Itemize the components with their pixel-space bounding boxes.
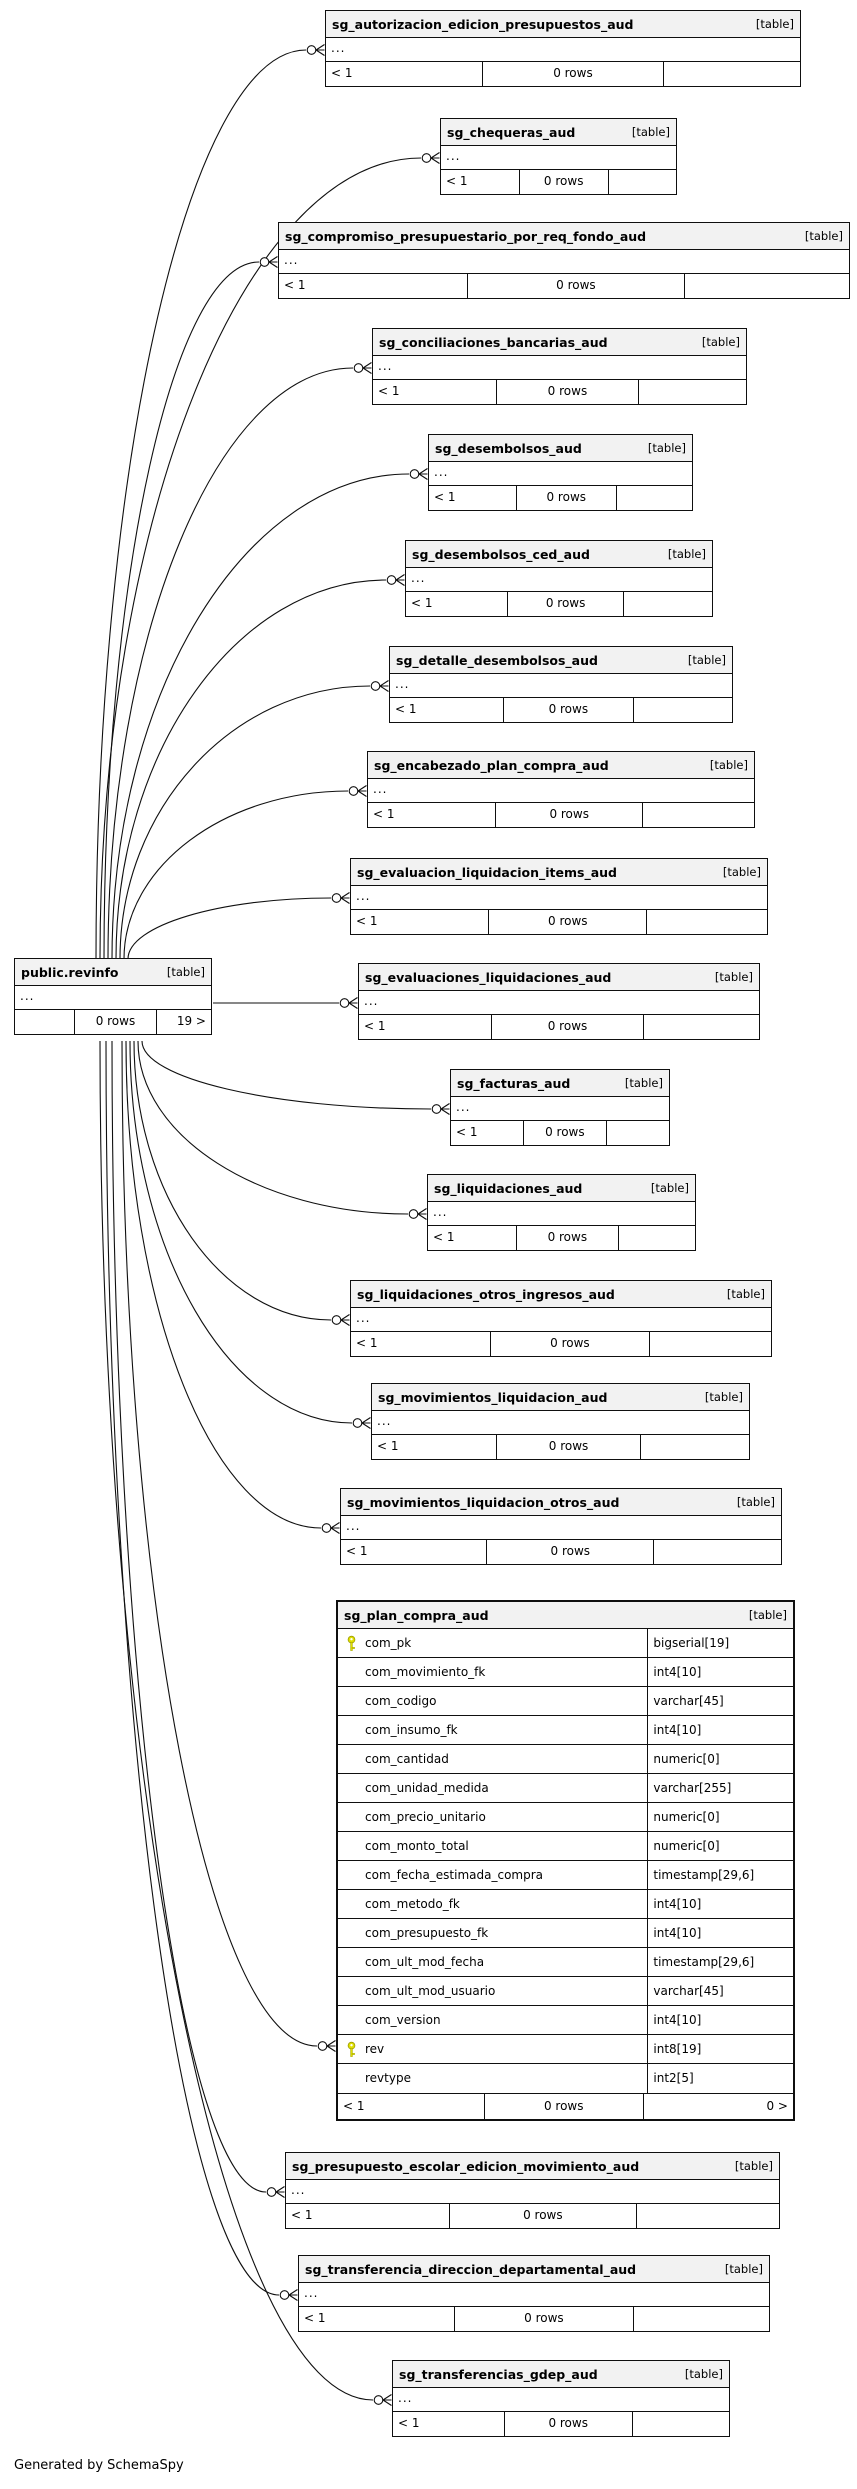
- table-footer: [441, 170, 676, 194]
- table-title[interactable]: public.revinfo: [21, 964, 119, 980]
- crow-foot: [358, 786, 367, 797]
- column-name: com_unidad_medida: [365, 1781, 489, 1795]
- columns-ellipsis: ...: [299, 2283, 769, 2307]
- relationship-connector: [138, 1041, 427, 1220]
- table-header: [15, 959, 211, 986]
- zero-circle: [409, 1210, 418, 1219]
- table-tag: [table]: [714, 970, 753, 984]
- columns-ellipsis: ...: [406, 568, 712, 592]
- row-count: 0 rows: [490, 1332, 650, 1356]
- table-footer: [390, 698, 732, 722]
- table-header: [373, 329, 746, 356]
- table-footer: [299, 2307, 769, 2331]
- table-box-sg_detalle_desembolsos_aud[interactable]: [389, 646, 733, 723]
- columns-ellipsis: ...: [428, 1202, 695, 1226]
- degree-left: < 1: [346, 1544, 368, 1558]
- table-title[interactable]: sg_evaluacion_liquidacion_items_aud: [357, 864, 617, 880]
- row-count: 0 rows: [496, 1435, 639, 1459]
- columns-ellipsis: ...: [286, 2180, 779, 2204]
- degree-left: < 1: [304, 2311, 326, 2325]
- row-count: 0 rows: [449, 2204, 636, 2228]
- column-type: int4[10]: [647, 1919, 793, 1947]
- table-box-sg_presupuesto_escolar_edicion_movimiento_aud[interactable]: [285, 2152, 780, 2229]
- columns-ellipsis: ...: [341, 1516, 781, 1540]
- relationship-connector: [142, 1041, 450, 1115]
- crow-foot: [441, 1104, 450, 1115]
- zero-circle: [349, 787, 358, 796]
- degree-right: [649, 1332, 771, 1356]
- crow-foot: [380, 681, 389, 692]
- zero-circle: [371, 682, 380, 691]
- table-header: [390, 647, 732, 674]
- row-count: 0 rows: [523, 1121, 606, 1145]
- zero-circle: [280, 2291, 289, 2300]
- table-tag: [table]: [734, 2159, 773, 2173]
- column-type: int2[5]: [647, 2064, 793, 2093]
- degree-right: [643, 1015, 759, 1039]
- column-row[interactable]: [338, 1629, 793, 1658]
- column-row[interactable]: [338, 1977, 793, 2006]
- columns-ellipsis: ...: [373, 356, 746, 380]
- zero-circle: [432, 1105, 441, 1114]
- table-title[interactable]: sg_evaluaciones_liquidaciones_aud: [365, 969, 612, 985]
- table-tag: [table]: [755, 17, 794, 31]
- degree-left: < 1: [446, 174, 468, 188]
- column-type: int4[10]: [647, 1890, 793, 1918]
- row-count: 0 rows: [484, 2094, 643, 2119]
- column-name: com_version: [365, 2013, 441, 2027]
- column-row[interactable]: [338, 1890, 793, 1919]
- row-count: 0 rows: [74, 1010, 156, 1034]
- table-box-sg_encabezado_plan_compra_aud[interactable]: [367, 751, 755, 828]
- table-footer: [428, 1226, 695, 1250]
- table-tag: [table]: [166, 965, 205, 979]
- degree-right: 0 >: [643, 2094, 793, 2119]
- relationship-connector: [104, 257, 278, 960]
- table-title[interactable]: sg_facturas_aud: [457, 1075, 571, 1091]
- degree-right: [633, 2307, 769, 2331]
- table-footer: [351, 910, 767, 934]
- relationship-connector: [120, 681, 389, 960]
- table-tag: [table]: [709, 758, 748, 772]
- table-tag: [table]: [631, 125, 670, 139]
- table-box-sg_movimientos_liquidacion_otros_aud[interactable]: [340, 1488, 782, 1565]
- crow-foot: [316, 45, 325, 56]
- degree-right: [663, 62, 800, 86]
- degree-left: < 1: [364, 1019, 386, 1033]
- columns-ellipsis: ...: [393, 2388, 729, 2412]
- zero-circle: [322, 1524, 331, 1533]
- column-row[interactable]: [338, 2006, 793, 2035]
- columns-ellipsis: ...: [368, 779, 754, 803]
- column-type: varchar[45]: [647, 1977, 793, 2005]
- table-tag: [table]: [684, 2367, 723, 2381]
- column-name: com_movimiento_fk: [365, 1665, 486, 1679]
- crow-foot: [341, 1315, 350, 1326]
- crow-foot: [327, 2041, 336, 2052]
- table-tag: [table]: [736, 1495, 775, 1509]
- degree-left: < 1: [356, 914, 378, 928]
- column-row[interactable]: [338, 1774, 793, 1803]
- table-tag: [table]: [726, 1287, 765, 1301]
- column-type: int4[10]: [647, 1716, 793, 1744]
- column-row[interactable]: [338, 1716, 793, 1745]
- crow-foot: [341, 893, 350, 904]
- table-box-sg_movimientos_liquidacion_aud[interactable]: [371, 1383, 750, 1460]
- column-name: com_precio_unitario: [365, 1810, 486, 1824]
- degree-left: < 1: [377, 1439, 399, 1453]
- table-header: [359, 964, 759, 991]
- table-title[interactable]: sg_movimientos_liquidacion_otros_aud: [347, 1494, 620, 1510]
- zero-circle: [353, 1419, 362, 1428]
- table-header: [351, 1281, 771, 1308]
- table-title[interactable]: sg_detalle_desembolsos_aud: [396, 652, 598, 668]
- table-header: [279, 223, 849, 250]
- table-tag: [table]: [704, 1390, 743, 1404]
- table-header: [393, 2361, 729, 2388]
- table-footer: [351, 1332, 771, 1356]
- column-name: com_presupuesto_fk: [365, 1926, 489, 1940]
- columns-ellipsis: ...: [390, 674, 732, 698]
- table-title[interactable]: sg_autorizacion_edicion_presupuestos_aud: [332, 16, 634, 32]
- degree-right: [653, 1540, 781, 1564]
- degree-right: [638, 380, 746, 404]
- degree-right: [632, 2412, 729, 2436]
- crow-foot: [383, 2395, 392, 2406]
- row-count: 0 rows: [454, 2307, 633, 2331]
- table-footer: [279, 274, 849, 298]
- table-header: [451, 1070, 669, 1097]
- columns-ellipsis: ...: [359, 991, 759, 1015]
- degree-left: < 1: [284, 278, 306, 292]
- degree-right: [646, 910, 767, 934]
- zero-circle: [340, 999, 349, 1008]
- column-row[interactable]: [338, 1658, 793, 1687]
- table-title[interactable]: sg_presupuesto_escolar_edicion_movimiento_aud: [292, 2158, 640, 2174]
- relationship-connector: [213, 998, 358, 1009]
- column-row[interactable]: [338, 2064, 793, 2093]
- table-tag: [table]: [647, 441, 686, 455]
- table-box-sg_evaluacion_liquidacion_items_aud[interactable]: [350, 858, 768, 935]
- row-count: 0 rows: [519, 170, 608, 194]
- crow-foot: [431, 153, 440, 164]
- generated-by-note: Generated by SchemaSpy: [14, 2458, 184, 2473]
- column-row[interactable]: [338, 1948, 793, 1977]
- relationship-connector: [130, 1041, 371, 1429]
- table-box-sg_conciliaciones_bancarias_aud[interactable]: [372, 328, 747, 405]
- table-box-sg_desembolsos_ced_aud[interactable]: [405, 540, 713, 617]
- zero-circle: [422, 154, 431, 163]
- column-name: com_codigo: [365, 1694, 437, 1708]
- zero-circle: [318, 2042, 327, 2051]
- table-header: [299, 2256, 769, 2283]
- degree-left: [15, 1010, 74, 1034]
- column-row[interactable]: [338, 1687, 793, 1716]
- table-title[interactable]: sg_liquidaciones_aud: [434, 1180, 583, 1196]
- degree-left: < 1: [331, 66, 353, 80]
- row-count: 0 rows: [488, 910, 646, 934]
- zero-circle: [374, 2396, 383, 2405]
- table-tag: [table]: [804, 229, 843, 243]
- table-tag: [table]: [701, 335, 740, 349]
- columns-ellipsis: ...: [429, 462, 692, 486]
- columns-ellipsis: ...: [15, 986, 211, 1010]
- table-header: [428, 1175, 695, 1202]
- table-box-sg_chequeras_aud[interactable]: [440, 118, 677, 195]
- table-tag: [table]: [624, 1076, 663, 1090]
- column-name: revtype: [365, 2071, 411, 2085]
- table-title[interactable]: sg_encabezado_plan_compra_aud: [374, 757, 609, 773]
- column-type: varchar[255]: [647, 1774, 793, 1802]
- table-footer: [338, 2093, 793, 2119]
- column-type: numeric[0]: [647, 1832, 793, 1860]
- column-name: com_ult_mod_usuario: [365, 1984, 496, 1998]
- degree-right: [623, 592, 712, 616]
- zero-circle: [410, 470, 419, 479]
- table-title[interactable]: sg_conciliaciones_bancarias_aud: [379, 334, 608, 350]
- degree-left: < 1: [434, 490, 456, 504]
- column-row[interactable]: [338, 1745, 793, 1774]
- table-box-sg_compromiso_presupuestario_por_req_fondo_aud[interactable]: [278, 222, 850, 299]
- row-count: 0 rows: [507, 592, 623, 616]
- crow-foot: [419, 469, 428, 480]
- table-box-sg_transferencias_gdep_aud[interactable]: [392, 2360, 730, 2437]
- row-count: 0 rows: [496, 380, 638, 404]
- column-type: int4[10]: [647, 2006, 793, 2034]
- crow-foot: [362, 1418, 371, 1429]
- column-name: com_ult_mod_fecha: [365, 1955, 485, 1969]
- column-type: numeric[0]: [647, 1803, 793, 1831]
- row-count: 0 rows: [486, 1540, 653, 1564]
- table-box-sg_facturas_aud[interactable]: [450, 1069, 670, 1146]
- row-count: 0 rows: [491, 1015, 643, 1039]
- table-footer: [372, 1435, 749, 1459]
- columns-ellipsis: ...: [351, 1308, 771, 1332]
- table-tag: [table]: [724, 2262, 763, 2276]
- table-title[interactable]: sg_liquidaciones_otros_ingresos_aud: [357, 1286, 615, 1302]
- degree-right: [633, 698, 732, 722]
- degree-left: < 1: [395, 702, 417, 716]
- table-title[interactable]: sg_chequeras_aud: [447, 124, 576, 140]
- table-title[interactable]: sg_plan_compra_aud: [344, 1607, 489, 1623]
- column-type: int4[10]: [647, 1658, 793, 1686]
- table-title[interactable]: sg_transferencia_direccion_departamental_aud: [305, 2261, 637, 2277]
- relationship-connector: [134, 1041, 350, 1326]
- primary-key-icon: [346, 1635, 357, 1652]
- column-row[interactable]: [338, 1803, 793, 1832]
- crow-foot: [331, 1523, 340, 1534]
- degree-right: 19 >: [156, 1010, 211, 1034]
- table-footer: [373, 380, 746, 404]
- column-row[interactable]: [338, 1861, 793, 1890]
- degree-right: [642, 803, 754, 827]
- table-footer: [368, 803, 754, 827]
- primary-key-icon: [346, 2041, 357, 2058]
- degree-right: [608, 170, 676, 194]
- column-name: com_monto_total: [365, 1839, 469, 1853]
- degree-left: < 1: [291, 2208, 313, 2222]
- degree-right: [640, 1435, 749, 1459]
- table-title[interactable]: sg_desembolsos_ced_aud: [412, 546, 590, 562]
- row-count: 0 rows: [482, 62, 662, 86]
- column-row[interactable]: [338, 1919, 793, 1948]
- relationship-connector: [112, 1041, 285, 2198]
- column-row[interactable]: [338, 2035, 793, 2064]
- zero-circle: [332, 1316, 341, 1325]
- zero-circle: [332, 894, 341, 903]
- degree-left: < 1: [433, 1230, 455, 1244]
- table-footer: [286, 2204, 779, 2228]
- relationship-connector: [122, 1041, 336, 2052]
- row-count: 0 rows: [516, 1226, 617, 1250]
- table-box-public-revinfo[interactable]: [14, 958, 212, 1035]
- table-header: [429, 435, 692, 462]
- table-box-sg_transferencia_direccion_departamental_aud[interactable]: [298, 2255, 770, 2332]
- column-type: timestamp[29,6]: [647, 1861, 793, 1889]
- table-footer: [341, 1540, 781, 1564]
- column-name: com_cantidad: [365, 1752, 449, 1766]
- degree-left: < 1: [356, 1336, 378, 1350]
- zero-circle: [387, 576, 396, 585]
- row-count: 0 rows: [467, 274, 684, 298]
- degree-left: < 1: [411, 596, 433, 610]
- table-tag: [table]: [667, 547, 706, 561]
- table-header: [441, 119, 676, 146]
- row-count: 0 rows: [504, 2412, 632, 2436]
- crow-foot: [289, 2290, 298, 2301]
- zero-circle: [354, 364, 363, 373]
- column-type: timestamp[29,6]: [647, 1948, 793, 1976]
- row-count: 0 rows: [516, 486, 616, 510]
- crow-foot: [418, 1209, 427, 1220]
- table-footer: [429, 486, 692, 510]
- column-name: rev: [338, 2035, 647, 2063]
- degree-right: [616, 486, 692, 510]
- table-header: [351, 859, 767, 886]
- table-box-sg_liquidaciones_aud[interactable]: [427, 1174, 696, 1251]
- table-header: [326, 11, 800, 38]
- columns-ellipsis: ...: [372, 1411, 749, 1435]
- columns-ellipsis: ...: [441, 146, 676, 170]
- relationship-connector: [128, 893, 350, 960]
- table-header: [286, 2153, 779, 2180]
- table-title[interactable]: sg_desembolsos_aud: [435, 440, 582, 456]
- table-box-sg_desembolsos_aud[interactable]: [428, 434, 693, 511]
- degree-left: < 1: [343, 2099, 365, 2113]
- degree-right: [618, 1226, 695, 1250]
- table-tag: [table]: [687, 653, 726, 667]
- table-header: [338, 1602, 793, 1629]
- column-name: com_fecha_estimada_compra: [365, 1868, 544, 1882]
- column-type: bigserial[19]: [647, 1629, 793, 1657]
- column-name: com_insumo_fk: [365, 1723, 458, 1737]
- degree-left: < 1: [456, 1125, 478, 1139]
- table-box-sg_evaluaciones_liquidaciones_aud[interactable]: [358, 963, 760, 1040]
- table-header: [368, 752, 754, 779]
- table-header: [341, 1489, 781, 1516]
- table-footer: [451, 1121, 669, 1145]
- degree-left: < 1: [398, 2416, 420, 2430]
- crow-foot: [349, 998, 358, 1009]
- degree-right: [684, 274, 849, 298]
- degree-left: < 1: [373, 807, 395, 821]
- zero-circle: [267, 2188, 276, 2197]
- degree-right: [636, 2204, 779, 2228]
- zero-circle: [260, 258, 269, 267]
- column-type: int8[19]: [647, 2035, 793, 2063]
- table-title[interactable]: sg_transferencias_gdep_aud: [399, 2366, 598, 2382]
- degree-left: < 1: [378, 384, 400, 398]
- table-footer: [359, 1015, 759, 1039]
- zero-circle: [307, 46, 316, 55]
- crow-foot: [276, 2187, 285, 2198]
- relationship-connector: [126, 1041, 340, 1534]
- relationship-connector: [106, 1041, 298, 2301]
- column-type: numeric[0]: [647, 1745, 793, 1773]
- columns-ellipsis: ...: [451, 1097, 669, 1121]
- column-type: varchar[45]: [647, 1687, 793, 1715]
- table-box-sg_plan_compra_aud[interactable]: [336, 1600, 795, 2121]
- columns-ellipsis: ...: [326, 38, 800, 62]
- row-count: 0 rows: [503, 698, 633, 722]
- table-header: [372, 1384, 749, 1411]
- crow-foot: [269, 257, 278, 268]
- columns-ellipsis: ...: [351, 886, 767, 910]
- row-count: 0 rows: [495, 803, 642, 827]
- columns-ellipsis: ...: [279, 250, 849, 274]
- table-tag: [table]: [748, 1608, 787, 1622]
- table-title[interactable]: sg_compromiso_presupuestario_por_req_fondo_aud: [285, 228, 647, 244]
- crow-foot: [396, 575, 405, 586]
- relationship-connector: [108, 363, 372, 960]
- relationship-connector: [96, 45, 325, 960]
- table-header: [406, 541, 712, 568]
- table-box-sg_autorizacion_edicion_presupuestos_aud[interactable]: [325, 10, 801, 87]
- table-title[interactable]: sg_movimientos_liquidacion_aud: [378, 1389, 608, 1405]
- table-tag: [table]: [650, 1181, 689, 1195]
- table-box-sg_liquidaciones_otros_ingresos_aud[interactable]: [350, 1280, 772, 1357]
- degree-right: [606, 1121, 669, 1145]
- table-footer: [326, 62, 800, 86]
- table-footer: [15, 1010, 211, 1034]
- table-footer: [393, 2412, 729, 2436]
- column-name: com_pk: [338, 1629, 647, 1657]
- table-footer: [406, 592, 712, 616]
- column-name: com_metodo_fk: [365, 1897, 460, 1911]
- column-row[interactable]: [338, 1832, 793, 1861]
- table-tag: [table]: [722, 865, 761, 879]
- crow-foot: [363, 363, 372, 374]
